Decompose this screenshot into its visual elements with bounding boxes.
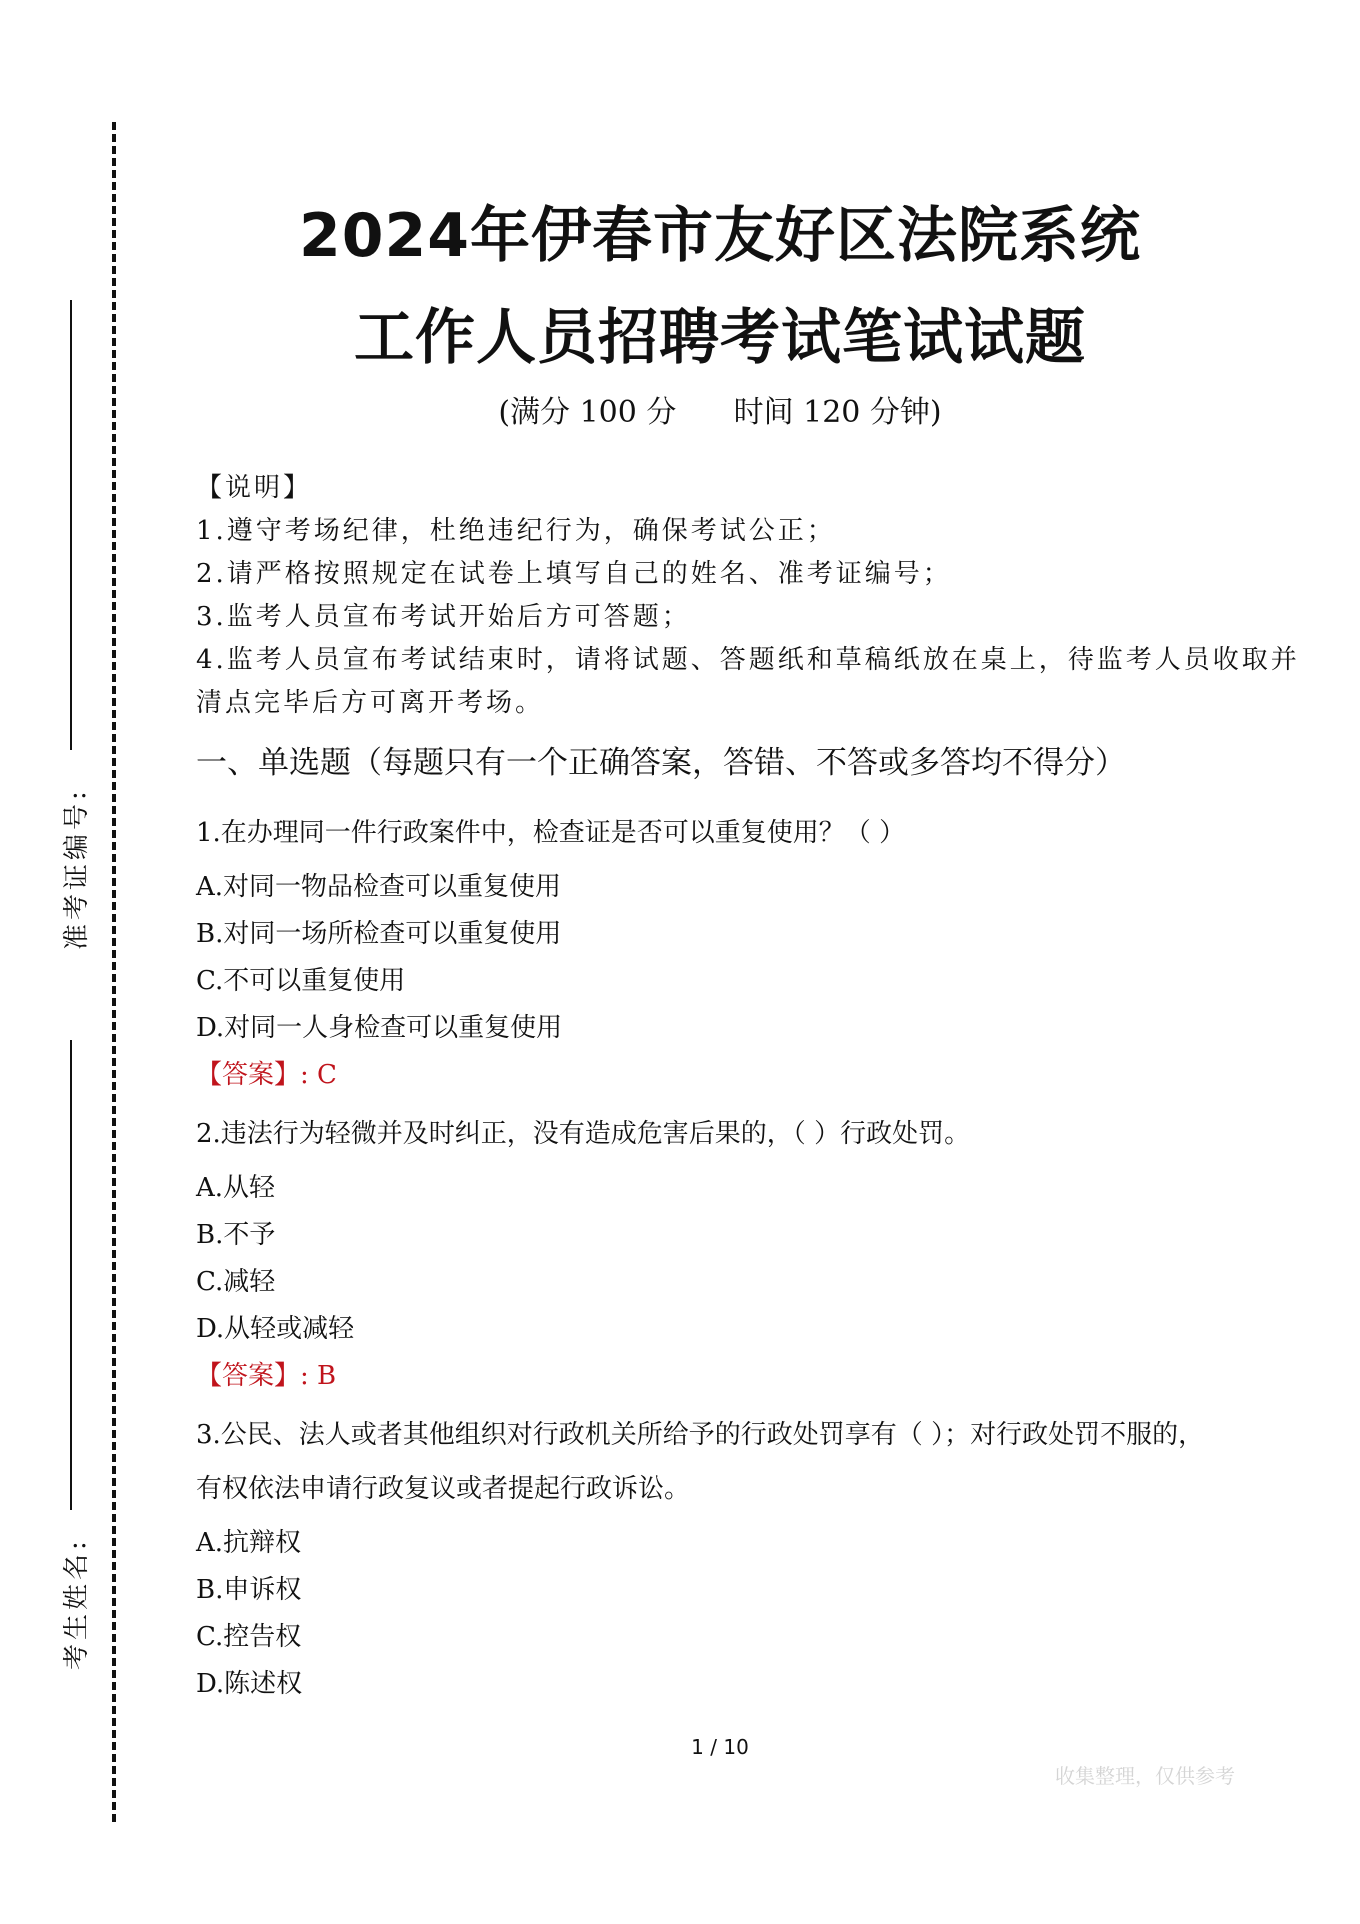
option: A.从轻 <box>196 1173 276 1203</box>
option: B.申诉权 <box>196 1575 302 1605</box>
answer: 【答案】: C <box>196 1060 337 1090</box>
question-stem: 3.公民、法人或者其他组织对行政机关所给予的行政处罚享有（ ）；对行政处罚不服的， <box>196 1420 1205 1450</box>
option: C.控告权 <box>196 1622 302 1652</box>
option: D.对同一人身检查可以重复使用 <box>196 1013 563 1043</box>
option: C.不可以重复使用 <box>196 966 406 996</box>
option: B.对同一场所检查可以重复使用 <box>196 919 562 949</box>
instruction-item: 3.监考人员宣布考试开始后方可答题； <box>196 602 691 632</box>
option: A.抗辩权 <box>196 1528 302 1558</box>
question-stem-continued: 有权依法申请行政复议或者提起行政诉讼。 <box>196 1474 691 1504</box>
watermark: 收集整理，仅供参考 <box>1055 1764 1235 1788</box>
option: A.对同一物品检查可以重复使用 <box>196 872 562 902</box>
name-underline <box>70 1040 72 1510</box>
subtitle: (满分 100 分 时间 120 分钟) <box>498 395 942 430</box>
option: D.陈述权 <box>196 1669 303 1699</box>
answer: 【答案】: B <box>196 1361 337 1391</box>
instruction-item: 1.遵守考场纪律，杜绝违纪行为，确保考试公正； <box>196 516 836 546</box>
instruction-item: 清点完毕后方可离开考场。 <box>196 688 545 718</box>
page-number: 1 / 10 <box>691 1735 749 1759</box>
instruction-item: 4.监考人员宣布考试结束时，请将试题、答题纸和草稿纸放在桌上，待监考人员收取并 <box>196 645 1300 675</box>
title-line-2: 工作人员招聘考试笔试试题 <box>354 303 1086 373</box>
option: C.减轻 <box>196 1267 276 1297</box>
option: D.从轻或减轻 <box>196 1314 355 1344</box>
exam-page: 准考证编号: 考生姓名: 2024年伊春市友好区法院系统 工作人员招聘考试笔试试题 (满分 100 分 时间 120 分钟) 【说明】 1.遵守考场纪律，杜绝违纪行为，确保考试公正； 2.请严格按照规定在试卷上填写自己的姓名、准考证编号； 3.监考人员宣布考试开始后方可答题； 4.监考人员宣布考试结束时，请将试题、答题纸和草稿纸放在桌上，待监考人员收取并 清点完毕后方可离开考场。 一、单选题（每题只有一个正确答案，答错、不答或多答均不得分） 1.在办理同一件行政案件中，检查证是否可以重复使用？（ ） A.对同一物品检查可以重复使用 B.对同一场所检查可以重复使用 C.不可以重复使用 D.对同一人身检查可以重复使用 【答案】: C 2.违法行为轻微并及时纠正，没有造成危害后果的，（ ）行政处罚。 A.从轻 B.不予 C.减轻 D.从轻或减轻 【答案】: B 3.公民、法人或者其他组织对行政机关所给予的行政处罚享有（ ）；对行政处罚不服的， 有权依法申请行政复议或者提起行政诉讼。 A.抗辩权 B.申诉权 C.控告权 D.陈述权 1 / 10 收集整理，仅供参考 <box>0 0 1360 1924</box>
question-stem: 1.在办理同一件行政案件中，检查证是否可以重复使用？（ ） <box>196 818 906 848</box>
question-stem: 2.违法行为轻微并及时纠正，没有造成危害后果的，（ ）行政处罚。 <box>196 1119 971 1149</box>
instruction-item: 2.请严格按照规定在试卷上填写自己的姓名、准考证编号； <box>196 559 952 589</box>
section-heading: 一、单选题（每题只有一个正确答案，答错、不答或多答均不得分） <box>196 745 1126 781</box>
binding-dashed-line <box>112 122 116 1822</box>
instructions-heading: 【说明】 <box>196 473 313 503</box>
option: B.不予 <box>196 1220 276 1250</box>
title-line-1: 2024年伊春市友好区法院系统 <box>299 201 1141 271</box>
